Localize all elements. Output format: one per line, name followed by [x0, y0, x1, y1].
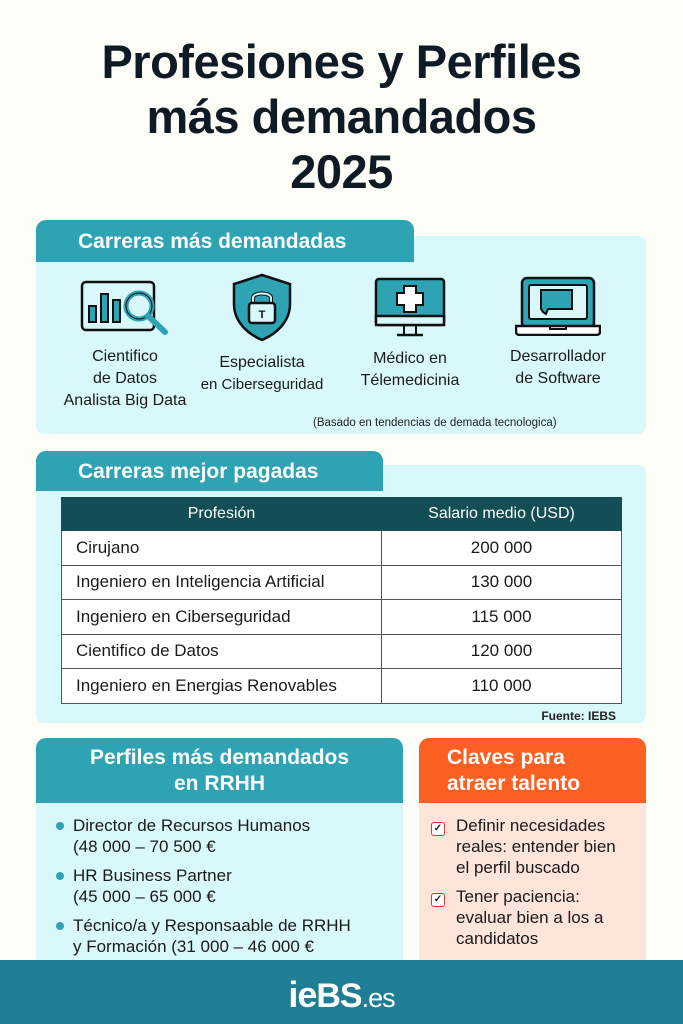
talent-keys-list: [419, 803, 646, 949]
column-header-profession: Profesión: [62, 498, 382, 531]
claves-talento-heading: [419, 738, 646, 803]
demand-note: (Basado en tendencias de demada tecnologica): [313, 417, 557, 429]
career-label: en Ciberseguridad: [200, 376, 324, 393]
table-row: [62, 669, 622, 704]
table-row: [62, 634, 622, 669]
career-label: Médico en: [373, 350, 447, 367]
perfiles-rrhh-heading: [36, 738, 403, 803]
column-header-salary: Salario medio (USD): [382, 498, 622, 531]
checkbox-icon: ✓: [431, 822, 445, 836]
heading-line: atraer talento: [447, 772, 581, 795]
profile-title: HR Business Partner: [73, 866, 232, 885]
bullet-icon: [56, 822, 64, 830]
table-row: [62, 565, 622, 600]
table-row: [62, 600, 622, 635]
salary-cell: 200 000: [382, 531, 622, 566]
heading-line: en RRHH: [173, 772, 265, 795]
profession-cell: Ingeniero en Energias Renovables: [62, 669, 382, 704]
career-label: Analista Big Data: [63, 392, 187, 409]
profile-title: Director de Recursos Humanos: [73, 816, 311, 835]
source-label: Fuente: IEBS: [541, 709, 616, 723]
footer-bar: [0, 960, 683, 1024]
title-line-3: 2025: [290, 145, 393, 198]
key-text: Tener paciencia:: [456, 887, 580, 906]
profile-salary: (48 000 – 70 500 €: [73, 837, 216, 856]
salary-cell: 110 000: [382, 669, 622, 704]
career-label: Cientifico: [92, 348, 158, 365]
checkbox-icon: ✓: [431, 893, 445, 907]
bullet-icon: [56, 922, 64, 930]
svg-text:T: T: [258, 309, 266, 321]
salary-cell: 130 000: [382, 565, 622, 600]
key-text: evaluar bien a los a: [456, 908, 604, 927]
claves-talento-panel: [419, 738, 646, 968]
career-item-telemedicine: [340, 276, 480, 392]
career-label: Especialista: [219, 354, 305, 371]
title-line-2: más demandados: [146, 90, 537, 143]
list-item: [56, 865, 403, 907]
shield-lock-icon: [230, 272, 294, 342]
career-item-data-scientist: [50, 276, 200, 412]
list-item: [431, 815, 646, 878]
data-analysis-icon: [79, 276, 171, 336]
logo-bs: BS: [316, 977, 362, 1015]
profession-cell: Cientifico de Datos: [62, 634, 382, 669]
telemedicine-monitor-icon: [373, 276, 447, 338]
salary-table: [61, 497, 622, 704]
page-title: [0, 34, 683, 199]
rrhh-profile-list: [36, 803, 403, 957]
career-label: Télemedicinia: [360, 372, 460, 389]
iebs-logo[interactable]: [288, 974, 394, 1016]
key-text: Definir necesidades: [456, 816, 606, 835]
list-item: [56, 815, 403, 857]
carreras-pagadas-heading: Carreras mejor pagadas: [36, 451, 383, 491]
table-row: [62, 531, 622, 566]
logo-ie: ie: [288, 974, 317, 1015]
career-item-cybersecurity: [192, 272, 332, 396]
list-item: [431, 886, 646, 949]
career-label: Desarrollador: [509, 348, 607, 365]
profile-salary: (45 000 – 65 000 €: [73, 887, 216, 906]
salary-cell: 120 000: [382, 634, 622, 669]
title-line-1: Profesiones y Perfiles: [101, 35, 582, 88]
heading-line: Perfiles más demandados: [89, 746, 350, 769]
career-item-software-dev: [488, 276, 628, 390]
heading-line: Claves para: [447, 746, 565, 769]
career-label: de Software: [515, 370, 601, 387]
carreras-demandadas-heading: Carreras más demandadas: [36, 220, 414, 262]
salary-cell: 115 000: [382, 600, 622, 635]
profile-salary: y Formación (31 000 – 46 000 €: [73, 937, 314, 956]
perfiles-rrhh-panel: [36, 738, 403, 968]
list-item: [56, 915, 403, 957]
table-header-row: [62, 498, 622, 531]
bullet-icon: [56, 872, 64, 880]
career-label: de Datos: [92, 370, 158, 387]
key-text: candidatos: [456, 929, 539, 948]
profession-cell: Ingeniero en Ciberseguridad: [62, 600, 382, 635]
key-text: el perfil buscado: [456, 858, 580, 877]
profession-cell: Ingeniero en Inteligencia Artificial: [62, 565, 382, 600]
profession-cell: Cirujano: [62, 531, 382, 566]
key-text: reales: entender bien: [456, 837, 616, 856]
logo-es: .es: [361, 983, 395, 1013]
laptop-icon: [515, 276, 601, 336]
profile-title: Técnico/a y Responsaable de RRHH: [73, 916, 351, 935]
